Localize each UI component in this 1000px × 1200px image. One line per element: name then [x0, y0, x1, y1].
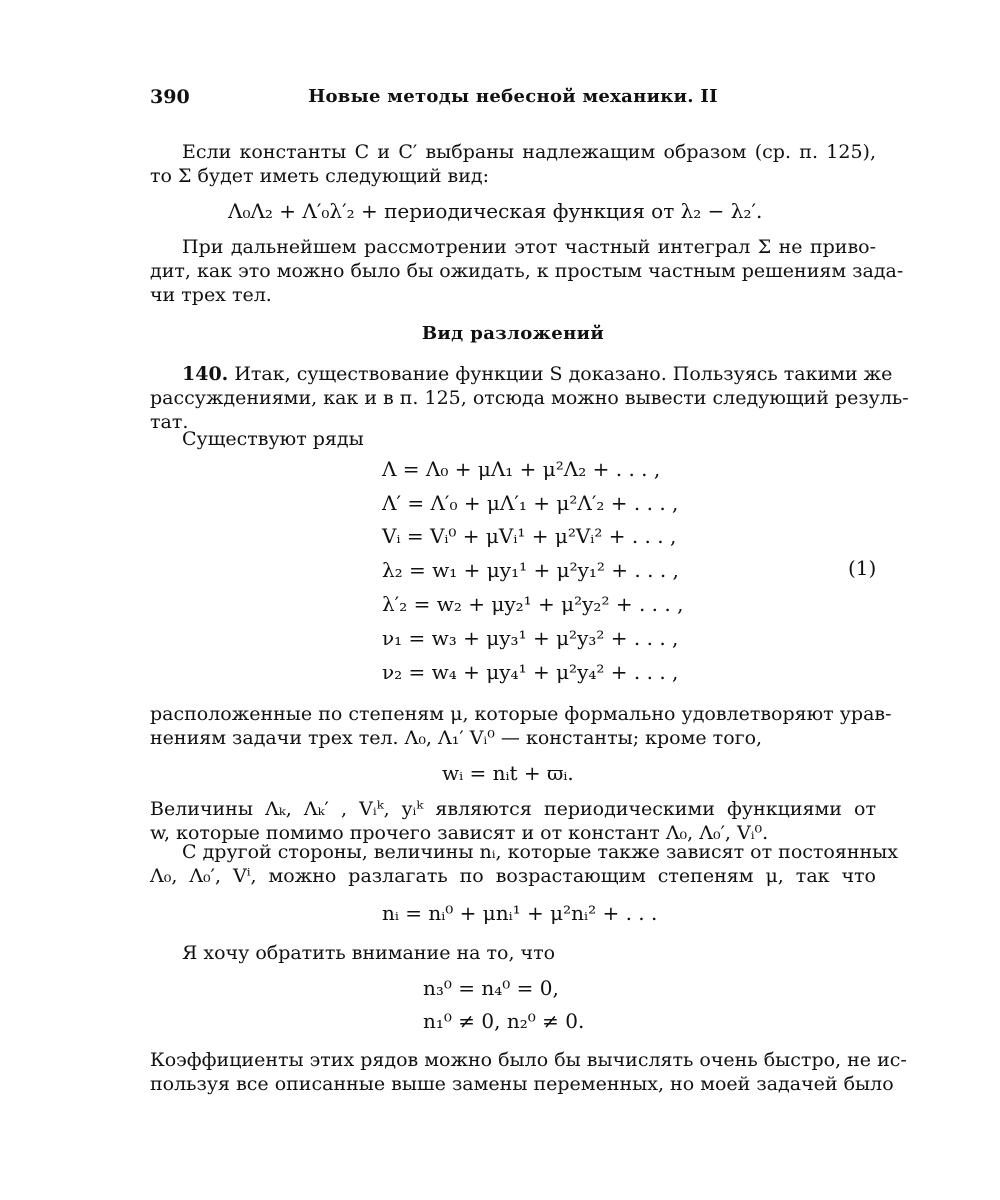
series-row: ν₁ = w₃ + μy₃¹ + μ²y₃² + . . . ,	[382, 626, 679, 650]
paragraph-3-line-1-text: Итак, существование функции S доказано. Пользуясь такими же	[234, 363, 893, 385]
series-row: λ′₂ = w₂ + μy₂¹ + μ²y₂² + . . . ,	[382, 592, 684, 616]
paragraph-3-line-4: Существуют ряды	[182, 428, 364, 450]
section-heading: Вид разложений	[421, 323, 605, 344]
running-title: Новые методы небесной механики. II	[308, 86, 718, 107]
paragraph-5-line-2: w, которые помимо прочего зависят и от констант Λ₀, Λ₀′, Vᵢ⁰.	[150, 822, 769, 844]
paragraph-7: Я хочу обратить внимание на то, что	[182, 942, 556, 964]
article-number: 140.	[182, 363, 229, 385]
paragraph-1-line-2: то Σ будет иметь следующий вид:	[150, 165, 490, 187]
equation-number: (1)	[848, 556, 877, 580]
paragraph-3-line-2: рассуждениями, как и в п. 125, отсюда можно вывести следующий резуль-	[150, 387, 909, 409]
paragraph-3-line-1	[182, 362, 893, 386]
paragraph-4-line-2: нениям задачи трех тел. Λ₀, Λ₁′ Vᵢ⁰ — константы; кроме того,	[150, 727, 763, 749]
page-number: 390	[150, 86, 190, 108]
paragraph-6-line-2: Λ₀, Λ₀′, Vⁱ, можно разлагать по возрастающим степеням μ, так что	[150, 865, 876, 887]
paragraph-8-line-1: Коэффициенты этих рядов можно было бы вычислять очень быстро, не ис-	[150, 1049, 907, 1071]
series-row: Λ′ = Λ′₀ + μΛ′₁ + μ²Λ′₂ + . . . ,	[382, 491, 679, 515]
series-row: Vᵢ = Vᵢ⁰ + μVᵢ¹ + μ²Vᵢ² + . . . ,	[382, 524, 677, 548]
formula-n: nᵢ = nᵢ⁰ + μnᵢ¹ + μ²nᵢ² + . . .	[382, 901, 658, 925]
paragraph-1-line-1: Если константы C и C′ выбраны надлежащим образом (ср. п. 125),	[182, 141, 876, 163]
series-row: ν₂ = w₄ + μy₄¹ + μ²y₄² + . . . ,	[382, 660, 679, 684]
series-row: λ₂ = w₁ + μy₁¹ + μ²y₁² + . . . ,	[382, 558, 679, 582]
paragraph-5-line-1: Величины Λₖ, Λₖ′ , Vᵢᵏ, yᵢᵏ являются периодическими функциями от	[150, 798, 876, 820]
paragraph-6-line-1: С другой стороны, величины nᵢ, которые также зависят от постоянных	[182, 841, 899, 863]
series-row: Λ = Λ₀ + μΛ₁ + μ²Λ₂ + . . . ,	[382, 457, 661, 481]
paragraph-4-line-1: расположенные по степеням μ, которые формально удовлетворяют урав-	[150, 703, 892, 725]
running-header	[150, 86, 876, 112]
formula-w: wᵢ = nᵢt + ϖᵢ.	[442, 761, 574, 785]
paragraph-3-line-3: тат.	[150, 411, 189, 433]
formula-zero-2: n₁⁰ ≠ 0, n₂⁰ ≠ 0.	[423, 1009, 585, 1033]
paragraph-2-line-2: дит, как это можно было бы ожидать, к простым частным решениям зада-	[150, 260, 904, 282]
formula-sigma: Λ₀Λ₂ + Λ′₀λ′₂ + периодическая функция от λ₂ − λ₂′.	[228, 199, 763, 223]
paragraph-8-line-2: пользуя все описанные выше замены переменных, но моей задачей было	[150, 1073, 894, 1095]
paragraph-2-line-3: чи трех тел.	[150, 284, 272, 306]
paragraph-2-line-1: При дальнейшем рассмотрении этот частный интеграл Σ не приво-	[182, 236, 876, 258]
formula-zero-1: n₃⁰ = n₄⁰ = 0,	[423, 976, 559, 1000]
